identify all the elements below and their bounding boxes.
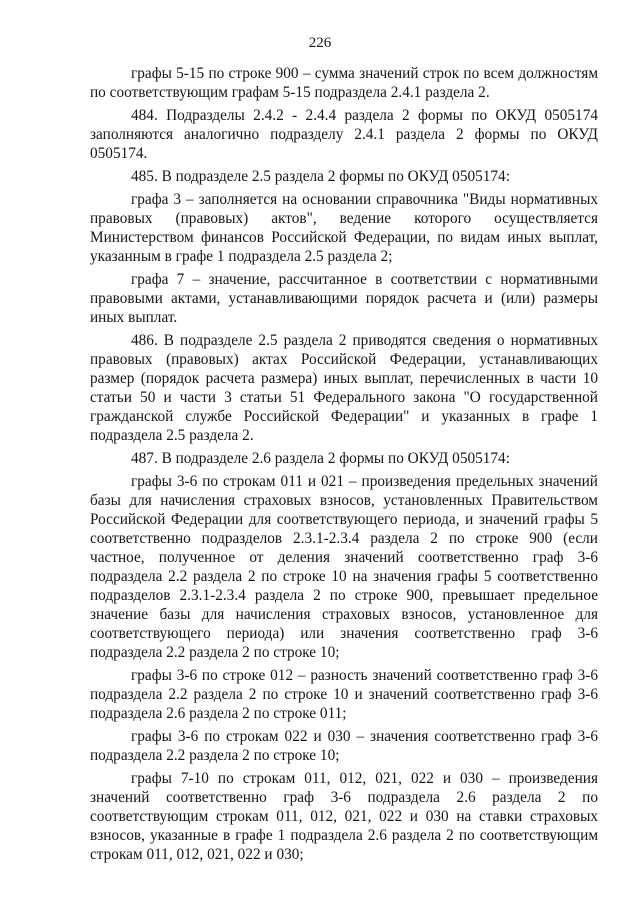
paragraph: графа 7 – значение, рассчитанное в соответствии с нормативными правовыми актами, устанавливающими порядок расчета и (или) размеры иных выплат. bbox=[90, 271, 598, 326]
page-content bbox=[90, 64, 598, 868]
paragraph: 485. В подразделе 2.5 раздела 2 формы по ОКУД 0505174: bbox=[131, 168, 510, 185]
paragraph: графы 3-6 по строкам 022 и 030 – значения соответственно граф 3-6 подраздела 2.2 раздела 2 по строке 10; bbox=[90, 728, 598, 764]
paragraph: 484. Подразделы 2.4.2 - 2.4.4 раздела 2 формы по ОКУД 0505174 заполняются аналогично подразделу 2.4.1 раздела 2 формы по ОКУД 0505174. bbox=[90, 107, 598, 162]
paragraph: графы 5-15 по строке 900 – сумма значений строк по всем должностям по соответствующим графам 5-15 подраздела 2.4.1 раздела 2. bbox=[90, 65, 598, 101]
paragraph: 487. В подразделе 2.6 раздела 2 формы по ОКУД 0505174: bbox=[131, 450, 510, 467]
page-number: 226 bbox=[308, 35, 332, 51]
paragraph: графы 3-6 по строке 012 – разность значений соответственно граф 3-6 подраздела 2.2 раздела 2 по строке 10 и значений соответственно граф 3-6 подраздела 2.6 раздела 2 по строке 011; bbox=[90, 667, 598, 722]
paragraph: графы 7-10 по строкам 011, 012, 021, 022 и 030 – произведения значений соответственно граф 3-6 подраздела 2.6 раздела 2 по соответствующим строкам 011, 012, 021, 022 и 030 на ставки страховых взносов, указанные в графе 1 подраздела 2.6 раздела 2 по соответствующим строкам 011, 012, 021, 022 и 030; bbox=[90, 770, 598, 863]
paragraph: 486. В подразделе 2.5 раздела 2 приводятся сведения о нормативных правовых (правовых) актах Российской Федерации, устанавливающих размер (порядок расчета размера) иных выплат, перечисленных в части 10 статьи 50 и части 3 статьи 51 Федерального закона "О государственной гражданской службе Российской Федерации" и указанных в графе 1 подраздела 2.5 раздела 2. bbox=[90, 332, 598, 444]
paragraph: графа 3 – заполняется на основании справочника "Виды нормативных правовых (правовых) актов", ведение которого осуществляется Министерством финансов Российской Федерации, по видам иных выплат, указанным в графе 1 подраздела 2.5 раздела 2; bbox=[90, 191, 598, 265]
paragraph: графы 3-6 по строкам 011 и 021 – произведения предельных значений базы для начисления страховых взносов, установленных Правительством Российской Федерации для соответствующего периода, и значений графы 5 соответственно подразделов 2.3.1-2.3.4 раздела 2 по строке 900 (если частное, полученное от деления значений соответственно граф 3-6 подраздела 2.2 раздела 2 по строке 10 на значения графы 5 соответственно подразделов 2.3.1-2.3.4 раздела 2 по строке 900, превышает предельное значение базы для начисления страховых взносов, установленное для соответствующего периода) или значения соответственно граф 3-6 подраздела 2.2 раздела 2 по строке 10; bbox=[90, 473, 598, 661]
